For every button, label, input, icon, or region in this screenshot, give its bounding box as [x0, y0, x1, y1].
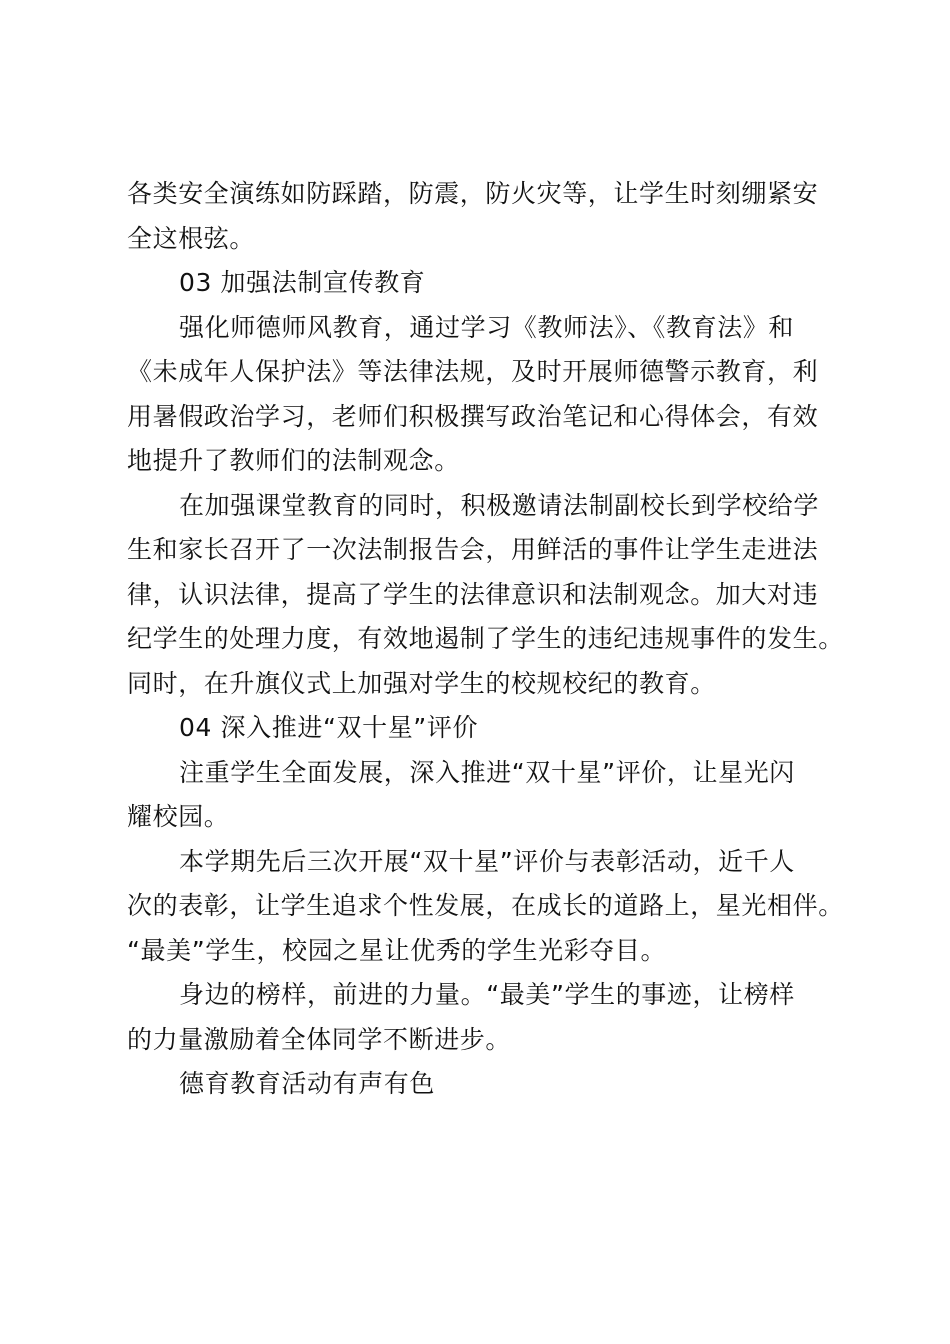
text-line: 各类安全演练如防踩踏，防震，防火灾等，让学生时刻绷紧安 — [127, 179, 819, 208]
text-line: 强化师德师风教育，通过学习《教师法》、《教育法》和 — [179, 312, 795, 342]
heading-line: 04 深入推进“双十星”评价 — [179, 713, 479, 742]
section-heading — [127, 261, 847, 306]
paragraph — [127, 1062, 847, 1107]
text-line: 地提升了教师们的法制观念。 — [127, 446, 460, 475]
text-line: “最美”学生，校园之星让优秀的学生光彩夺目。 — [127, 935, 667, 965]
document-body — [127, 172, 847, 1107]
paragraph — [127, 484, 847, 707]
text-line: 的力量激励着全体同学不断进步。 — [127, 1024, 512, 1054]
text-line: 用暑假政治学习，老师们积极撰写政治笔记和心得体会，有效 — [127, 401, 819, 431]
text-line: 同时，在升旗仪式上加强对学生的校规校纪的教育。 — [127, 668, 716, 698]
section-heading — [127, 706, 847, 751]
heading-line: 03 加强法制宣传教育 — [179, 268, 426, 297]
paragraph — [127, 840, 847, 974]
text-line: 《未成年人保护法》等法律法规，及时开展师德警示教育，利 — [127, 357, 819, 386]
text-line: 身边的榜样，前进的力量。“最美”学生的事迹，让榜样 — [179, 980, 795, 1009]
paragraph — [127, 172, 847, 261]
text-line: 次的表彰，让学生追求个性发展，在成长的道路上，星光相伴。 — [127, 891, 844, 920]
text-line: 全这根弦。 — [127, 223, 256, 253]
paragraph — [127, 973, 847, 1062]
text-line: 生和家长召开了一次法制报告会，用鲜活的事件让学生走进法 — [127, 535, 819, 564]
text-line: 耀校园。 — [127, 802, 230, 831]
text-line: 本学期先后三次开展“双十星”评价与表彰活动，近千人 — [179, 846, 795, 876]
text-line: 律，认识法律，提高了学生的法律意识和法制观念。加大对违 — [127, 579, 819, 609]
paragraph — [127, 751, 847, 840]
text-line: 纪学生的处理力度，有效地遏制了学生的违纪违规事件的发生。 — [127, 624, 844, 653]
text-line: 德育教育活动有声有色 — [179, 1069, 436, 1098]
paragraph — [127, 306, 847, 484]
text-line: 注重学生全面发展，深入推进“双十星”评价，让星光闪 — [179, 757, 795, 787]
text-line: 在加强课堂教育的同时，积极邀请法制副校长到学校给学 — [179, 490, 820, 520]
